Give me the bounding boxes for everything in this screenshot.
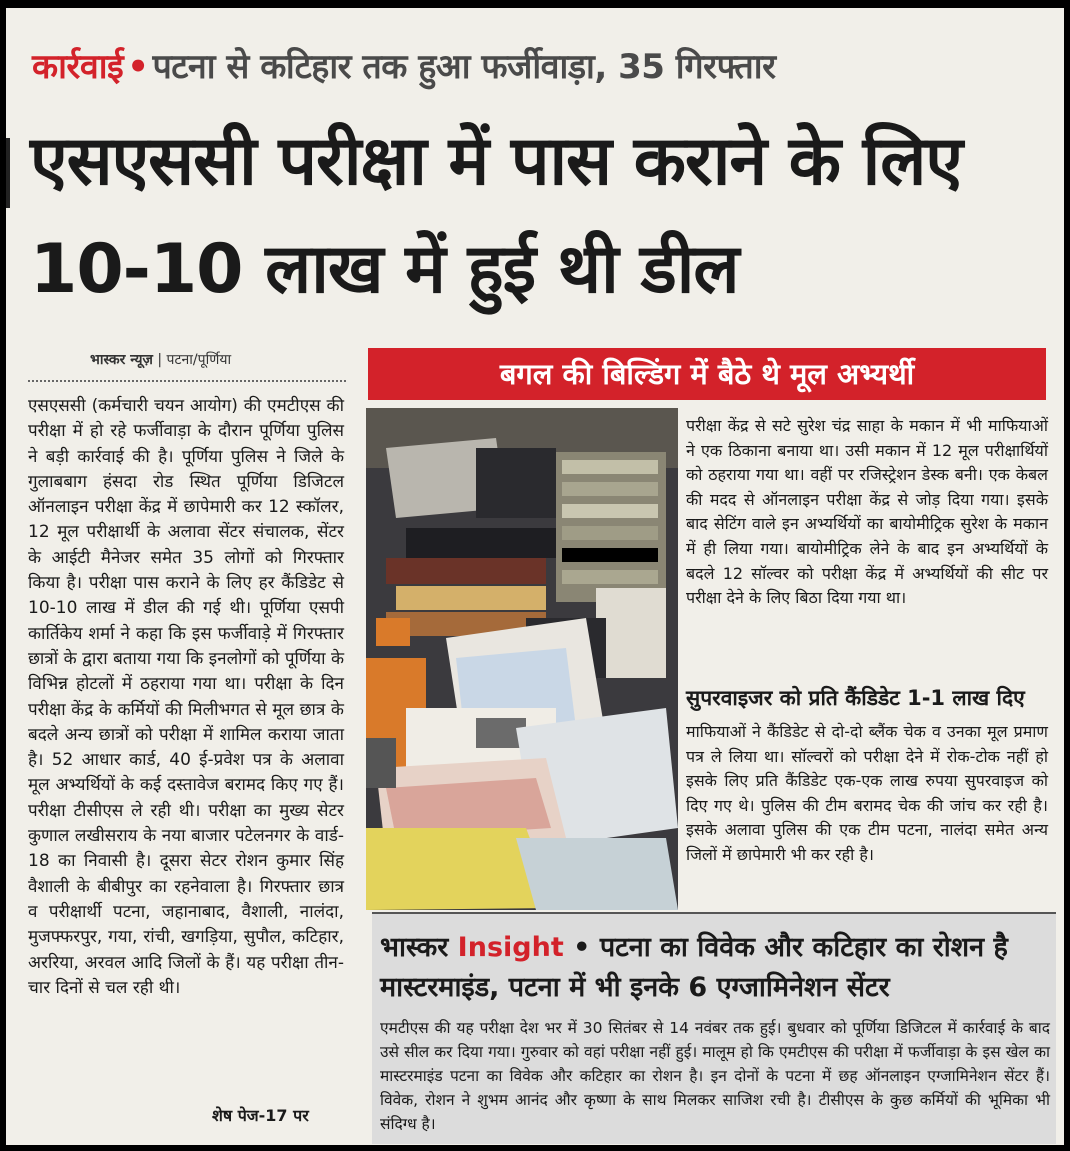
byline	[90, 350, 231, 369]
kicker-text: पटना से कटिहार तक हुआ फर्जीवाड़ा, 35 गिरफ्तार	[152, 47, 776, 87]
newspaper-page	[6, 8, 1064, 1145]
insight-label: Insight	[457, 932, 564, 963]
byline-source: भास्कर न्यूज़	[90, 352, 153, 368]
side-banner: बगल की बिल्डिंग में बैठे थे मूल अभ्यर्थी	[368, 348, 1046, 400]
insight-brand: भास्कर	[380, 932, 449, 963]
side-article-body-2: माफियाओं ने कैंडिडेट से दो-दो ब्लैंक चेक व उनका मूल प्रमाण पत्र ले लिया था। सॉल्वरों को परीक्षा देने में रोक-टोक नहीं हो इसके लिए प्रति कैंडिडेट एक-एक लाख रुपया सुपरवाइज को दिए गए थे। पुलिस की टीम बरामद चेक की जांच कर रही है। इसके अलावा पुलिस की एक टीम पटना, नालंदा समेत अन्य जिलों में छापेमारी भी कर रही है।	[686, 722, 1048, 864]
kicker-label: कार्रवाई	[32, 47, 124, 87]
insight-headline-text: पटना का विवेक और कटिहार का रोशन है मास्टरमाइंड, पटना में भी इनके 6 एग्जामिनेशन सेंटर	[380, 932, 1008, 1003]
seized-items-illustration	[366, 408, 678, 910]
insight-body: एमटीएस की यह परीक्षा देश भर में 30 सितंबर से 14 नवंबर तक हुई। बुधवार को पूर्णिया डिजिटल में कार्रवाई के बाद उसे सील कर दिया गया। गुरुवार को वहां परीक्षा नहीं हुई। मालूम हो कि एमटीएस की परीक्षा में फर्जीवाड़ा के इस खेल का मास्टरमाइंड पटना का विवेक और कटिहार का रोशन है। इन दोनों के पटना में छह ऑनलाइन एग्जामिनेशन सेंटर हैं। विवेक, रोशन ने शुभम आनंद और कृष्णा के साथ मिलकर साजिश रची है। टीसीएस के कुछ कर्मियों की भूमिका भी संदिग्ध है।	[380, 1019, 1050, 1133]
insight-dot: •	[573, 932, 591, 963]
insight-box	[372, 912, 1056, 1144]
byline-place: | पटना/पूर्णिया	[157, 352, 232, 368]
side-article-body: परीक्षा केंद्र से सटे सुरेश चंद्र साहा के मकान में भी माफियाओं ने एक ठिकाना बनाया था। उसी मकान में 12 मूल परीक्षार्थियों को ठहराया गया था। वहीं पर रजिस्ट्रेशन डेस्क बनी। एक केबल की मदद से ऑनलाइन परीक्षा केंद्र से जोड़ दिया गया। इसके बाद सेटिंग वाले इन अभ्यर्थियों का बायोमीट्रिक सुरेश के मकान में ही लिया गया। बायोमीट्रिक लेने के बाद इन अभ्यर्थियों के बदले 12 सॉल्वर को परीक्षा केंद्र में अभ्यर्थियों की सीट पर परीक्षा देने के लिए बिठा दिया गया था।	[686, 416, 1048, 608]
continued-reference: शेष पेज-17 पर	[212, 1106, 309, 1125]
insight-headline	[380, 928, 1050, 1008]
main-article-body: एसएससी (कर्मचारी चयन आयोग) की एमटीएस की परीक्षा में हो रहे फर्जीवाड़ा के दौरान पूर्णिया पुलिस ने बड़ी कार्रवाई की है। पूर्णिया पुलिस ने जिले के गुलाबबाग हंसदा रोड स्थित पूर्णिया डिजिटल ऑनलाइन परीक्षा केंद्र में छापेमारी कर 12 स्कॉलर, 12 मूल परीक्षार्थी के अलावा सेंटर संचालक, सेंटर के आईटी मैनेजर समेत 35 लोगों को गिरफ्तार किया है। परीक्षा पास कराने के लिए हर कैंडिडेट से 10-10 लाख में डील की गई थी। पूर्णिया एसपी कार्तिकेय शर्मा ने कहा कि इस फर्जीवाड़े में गिरफ्तार छात्रों के द्वारा बताया गया कि इनलोगों को पूर्णिया के विभिन्न होटलों में ठहराया गया था। परीक्षा के दिन परीक्षा केंद्र के कर्मियों की मिलीभगत से मूल छात्र के बदले अन्य छात्रों को परीक्षा में शामिल कराया जाता है। 52 आधार कार्ड, 40 ई-प्रवेश पत्र के अलावा मूल अभ्यर्थियों के कई दस्तावेज बरामद किए गए हैं। परीक्षा टीसीएस ले रही थी। परीक्षा का मुख्य सेटर कुणाल लखीसराय के नया बाजार पटेलनगर के वार्ड- 18 का निवासी है। दूसरा सेटर रोशन कुमार सिंह वैशाली के बीबीपुर का रहनेवाला है। गिरफ्तार छात्र व परीक्षार्थी पटना, जहानाबाद, वैशाली, नालंदा, मुजफ्फरपुर, गया, रांची, खगड़िया, सुपौल, कटिहार, अररिया, अरवल आदि जिलों के हैं। यह परीक्षा तीन-चार दिनों से चल रही थी।	[28, 396, 344, 998]
headline: एसएससी परीक्षा में पास कराने के लिए 10-10 लाख में हुई थी डील	[30, 122, 962, 309]
side-subheading: सुपरवाइजर को प्रति कैंडिडेट 1-1 लाख दिए	[686, 686, 1025, 710]
left-rule	[6, 138, 10, 208]
seized-items-photo	[366, 408, 678, 910]
kicker-line	[32, 42, 776, 88]
dotted-divider	[28, 380, 346, 382]
kicker-dot: •	[127, 47, 149, 87]
